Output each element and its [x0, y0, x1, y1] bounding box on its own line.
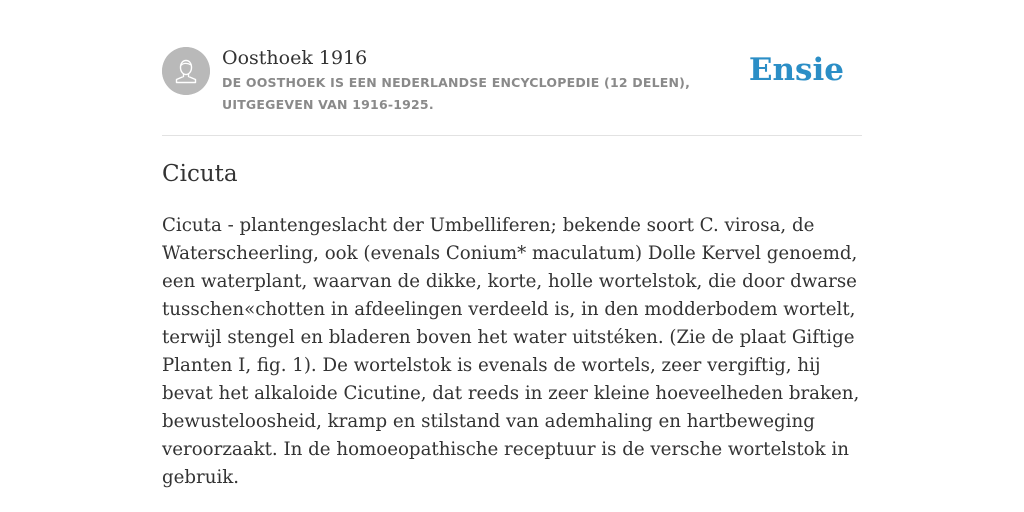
user-silhouette-icon: [162, 47, 210, 95]
source-card: [162, 0, 862, 136]
page-title: Cicuta: [162, 161, 238, 187]
user-avatar-icon[interactable]: [162, 47, 210, 95]
source-header: [162, 0, 862, 136]
source-title[interactable]: Oosthoek 1916: [222, 47, 368, 69]
article-body: Cicuta - plantengeslacht der Umbelliferen; bekende soort C. virosa, de Waterscheerling, ook (evenals Conium* maculatum) Dolle Kervel genoemd, een waterplant, waarvan de dikke, korte, holle wortelstok, die door dwarse tusschen«chotten in afdeelingen verdeeld is, in den modderbodem wortelt, terwijl stengel en bladeren boven het water uitstéken. (Zie de plaat Giftige Planten I, fig. 1). De wortelstok is evenals de wortels, zeer vergiftig, hij bevat het alkaloide Cicutine, dat reeds in zeer kleine hoeveelheden braken, bewusteloosheid, kramp en stilstand van ademhaling en hartbeweging veroorzaakt. In de homoeopathische receptuur is de versche wortelstok in gebruik.: [162, 215, 860, 488]
ensie-logo[interactable]: Ensie: [748, 52, 844, 88]
source-description: DE OOSTHOEK IS EEN NEDERLANDSE ENCYCLOPEDIE (12 DELEN), UITGEGEVEN VAN 1916-1925.: [222, 75, 691, 112]
